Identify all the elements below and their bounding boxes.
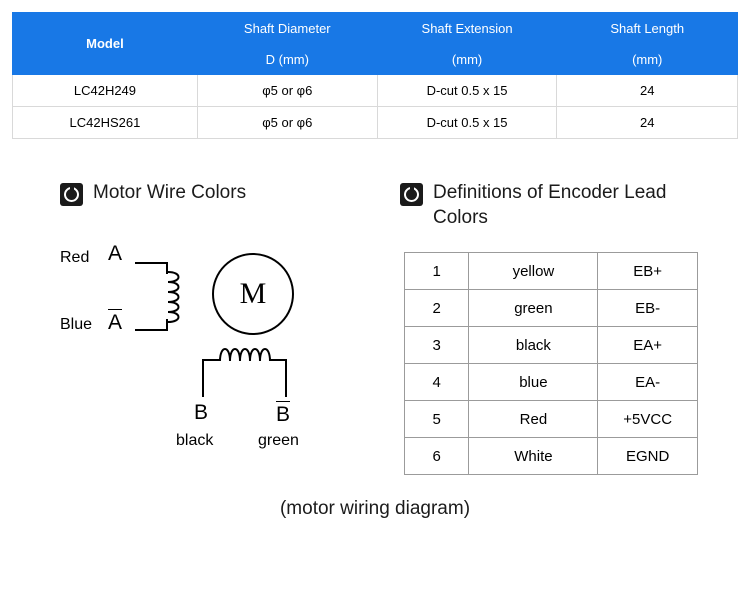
coil-b-winding: [218, 339, 278, 365]
enc-pin-4: 4: [405, 364, 469, 401]
enc-pin-6: 6: [405, 438, 469, 475]
label-b: B: [194, 401, 209, 424]
cell-diameter-2: φ5 or φ6: [197, 107, 377, 139]
enc-pin-5: 5: [405, 401, 469, 438]
header-model: Model: [13, 13, 198, 75]
cell-length-2: 24: [557, 107, 738, 139]
label-red: Red: [60, 249, 90, 266]
header-shaft-length: Shaft Length: [557, 13, 738, 44]
section-title-motor-wire-colors: Motor Wire Colors: [93, 182, 247, 203]
specification-table: [12, 12, 738, 139]
label-black-wire: black: [176, 432, 214, 449]
subheader-mm-extension: (mm): [377, 44, 557, 75]
label-a: A: [108, 242, 123, 265]
coil-a-winding: [152, 271, 186, 323]
section-title-encoder-lead-colors: Definitions of Encoder Lead Colors: [433, 182, 667, 228]
motor-label: M: [239, 277, 267, 310]
cell-model-2: LC42HS261: [13, 107, 198, 139]
label-green-wire: green: [258, 432, 299, 449]
header-shaft-extension: Shaft Extension: [377, 13, 557, 44]
section-heading-motor-wire-colors: [60, 180, 246, 206]
table-row: [405, 438, 698, 475]
cell-diameter-1: φ5 or φ6: [197, 75, 377, 107]
motor-wiring-diagram: [60, 235, 380, 460]
enc-color-2: green: [469, 290, 598, 327]
lead-drop-b-bar: [285, 359, 287, 397]
lead-line-a-bar: [135, 329, 168, 331]
cell-model-1: LC42H249: [13, 75, 198, 107]
section-heading-encoder-lead-colors: [400, 180, 703, 230]
enc-pin-2: 2: [405, 290, 469, 327]
enc-signal-1: EB+: [598, 253, 698, 290]
enc-signal-3: EA+: [598, 327, 698, 364]
label-blue: Blue: [60, 316, 93, 333]
table-row: [13, 107, 738, 139]
table-row: [405, 327, 698, 364]
cell-extension-2: D-cut 0.5 x 15: [377, 107, 557, 139]
label-a-bar: A: [108, 311, 123, 334]
enc-color-6: White: [469, 438, 598, 475]
enc-color-4: blue: [469, 364, 598, 401]
enc-signal-2: EB-: [598, 290, 698, 327]
table-row: [13, 75, 738, 107]
motor-symbol: [212, 253, 294, 335]
encoder-lead-table: [404, 252, 698, 475]
cell-extension-1: D-cut 0.5 x 15: [377, 75, 557, 107]
label-b-bar: B: [276, 403, 291, 426]
subheader-d-mm: D (mm): [197, 44, 377, 75]
enc-signal-6: EGND: [598, 438, 698, 475]
motor-circle-icon: [60, 183, 83, 206]
cell-length-1: 24: [557, 75, 738, 107]
header-shaft-diameter: Shaft Diameter: [197, 13, 377, 44]
motor-circle-icon: [400, 183, 423, 206]
table-row: [405, 253, 698, 290]
lead-line-b-left: [202, 359, 220, 361]
table-row: [405, 290, 698, 327]
table-row: [405, 364, 698, 401]
subheader-mm-length: (mm): [557, 44, 738, 75]
enc-color-5: Red: [469, 401, 598, 438]
enc-color-3: black: [469, 327, 598, 364]
diagram-caption: (motor wiring diagram): [279, 498, 471, 519]
enc-signal-4: EA-: [598, 364, 698, 401]
enc-color-1: yellow: [469, 253, 598, 290]
lead-line-a: [135, 262, 168, 264]
enc-pin-1: 1: [405, 253, 469, 290]
enc-signal-5: +5VCC: [598, 401, 698, 438]
lead-drop-b: [202, 359, 204, 397]
enc-pin-3: 3: [405, 327, 469, 364]
table-row: [405, 401, 698, 438]
table-header-row: [13, 13, 738, 44]
